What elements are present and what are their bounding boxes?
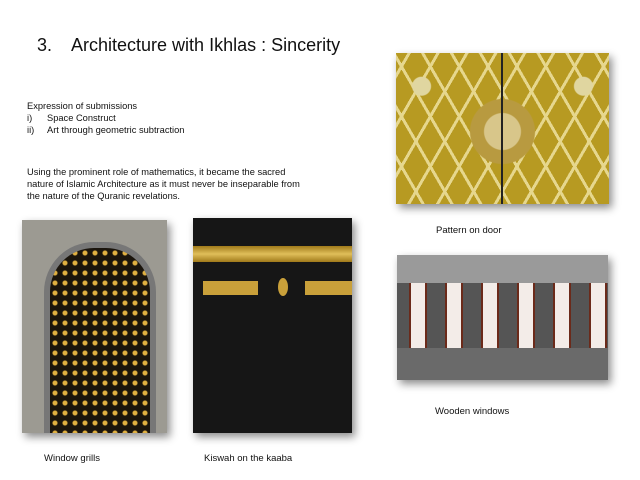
list-item: Space Construct <box>47 113 116 123</box>
slide-title: 3. Architecture with Ikhlas : Sincerity <box>37 35 341 55</box>
body-heading: Expression of submissions <box>27 101 138 111</box>
wooden-windows-image <box>397 255 608 380</box>
door-pattern-image <box>396 53 609 204</box>
window-grills-image <box>22 220 167 433</box>
list-marker: i) <box>27 113 33 123</box>
kiswah-image <box>193 218 352 433</box>
windows-caption: Wooden windows <box>435 406 510 417</box>
list-item: Art through geometric subtraction <box>47 125 185 135</box>
grills-caption: Window grills <box>44 453 100 464</box>
paragraph-line: Using the prominent role of mathematics, it became the sacred <box>27 167 286 177</box>
paragraph-line: the nature of the Quranic revelations. <box>27 191 180 201</box>
door-caption: Pattern on door <box>436 225 502 236</box>
paragraph-line: nature of Islamic Architecture as it must never be inseparable from <box>27 179 300 189</box>
kiswah-caption: Kiswah on the kaaba <box>204 453 293 464</box>
list-marker: ii) <box>27 125 35 135</box>
